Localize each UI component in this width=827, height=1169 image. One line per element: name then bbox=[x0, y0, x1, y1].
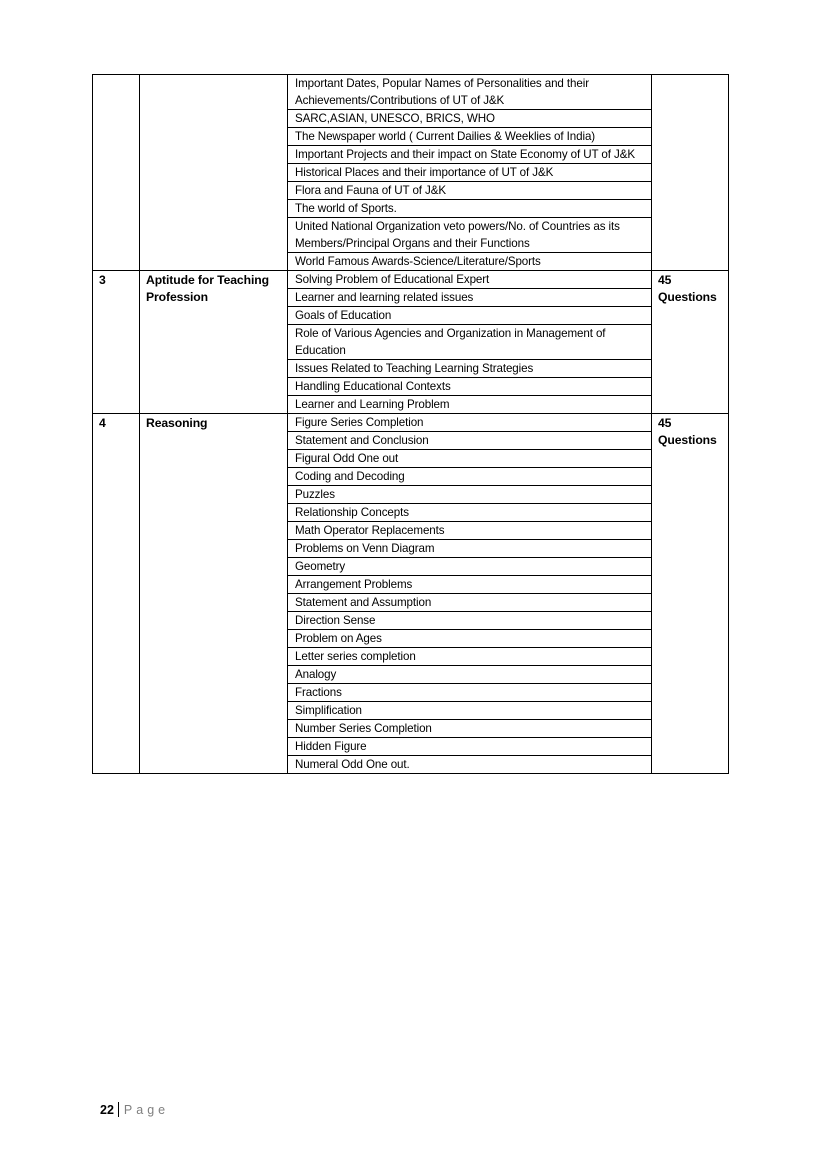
questions-cell bbox=[652, 75, 729, 271]
topic-item: Simplification bbox=[288, 702, 651, 720]
topic-item: United National Organization veto powers/No. of Countries as its Members/Principal Organs and their Functions bbox=[288, 218, 651, 253]
subject-cell bbox=[140, 271, 288, 414]
questions-cell bbox=[652, 414, 729, 774]
topic-item: Puzzles bbox=[288, 486, 651, 504]
topic-item: SARC,ASIAN, UNESCO, BRICS, WHO bbox=[288, 110, 651, 128]
subject-cell bbox=[140, 414, 288, 774]
topic-item: Important Dates, Popular Names of Personalities and their Achievements/Contributions of UT of J&K bbox=[288, 75, 651, 110]
topic-item: Hidden Figure bbox=[288, 738, 651, 756]
serial-number-cell bbox=[93, 414, 140, 774]
topic-item: Learner and Learning Problem bbox=[295, 398, 450, 411]
topic-item: The Newspaper world ( Current Dailies & Weeklies of India) bbox=[288, 128, 651, 146]
topic-item: Goals of Education bbox=[288, 307, 651, 325]
topic-item: Flora and Fauna of UT of J&K bbox=[288, 182, 651, 200]
serial-number: 3 bbox=[99, 273, 106, 287]
topic-item: Problem on Ages bbox=[288, 630, 651, 648]
topic-item: Letter series completion bbox=[288, 648, 651, 666]
topic-item: Relationship Concepts bbox=[288, 504, 651, 522]
topic-item: Statement and Assumption bbox=[288, 594, 651, 612]
footer-divider bbox=[118, 1102, 119, 1117]
topics-cell bbox=[288, 75, 652, 271]
topic-item: The world of Sports. bbox=[288, 200, 651, 218]
topic-item: Analogy bbox=[288, 666, 651, 684]
topic-item: Figure Series Completion bbox=[288, 414, 651, 432]
section-row bbox=[93, 414, 729, 774]
topic-item: Direction Sense bbox=[288, 612, 651, 630]
topic-item: Handling Educational Contexts bbox=[288, 378, 651, 396]
question-count: 45 Questions bbox=[658, 273, 717, 304]
topic-item: Solving Problem of Educational Expert bbox=[288, 271, 651, 289]
subject-name bbox=[140, 75, 287, 77]
serial-number-cell bbox=[93, 271, 140, 414]
topic-item: Numeral Odd One out. bbox=[295, 758, 410, 771]
topic-item: Issues Related to Teaching Learning Strategies bbox=[288, 360, 651, 378]
topic-item: World Famous Awards-Science/Literature/Sports bbox=[295, 255, 541, 268]
topic-list bbox=[288, 271, 651, 413]
subject-cell bbox=[140, 75, 288, 271]
section-row bbox=[93, 75, 729, 271]
page-number: 22 bbox=[100, 1102, 114, 1117]
serial-number: 4 bbox=[99, 416, 106, 430]
topic-item: Important Projects and their impact on State Economy of UT of J&K bbox=[288, 146, 651, 164]
topics-cell bbox=[288, 414, 652, 774]
topic-item: Learner and learning related issues bbox=[288, 289, 651, 307]
topic-item: Statement and Conclusion bbox=[288, 432, 651, 450]
question-count bbox=[652, 75, 728, 77]
topic-item: Coding and Decoding bbox=[288, 468, 651, 486]
topic-item: Figural Odd One out bbox=[288, 450, 651, 468]
topic-item: Problems on Venn Diagram bbox=[288, 540, 651, 558]
serial-number-cell bbox=[93, 75, 140, 271]
topics-cell bbox=[288, 271, 652, 414]
questions-cell bbox=[652, 271, 729, 414]
topic-item: Math Operator Replacements bbox=[288, 522, 651, 540]
serial-number bbox=[93, 75, 139, 77]
question-count: 45 Questions bbox=[658, 416, 717, 447]
page-label: Page bbox=[123, 1102, 170, 1117]
section-row bbox=[93, 271, 729, 414]
topic-item: Role of Various Agencies and Organization in Management of Education bbox=[288, 325, 651, 360]
topic-list bbox=[288, 75, 651, 270]
syllabus-table bbox=[92, 74, 729, 774]
page-footer bbox=[100, 1102, 169, 1117]
topic-item: Historical Places and their importance of UT of J&K bbox=[288, 164, 651, 182]
subject-name: Reasoning bbox=[146, 416, 208, 430]
topic-item: Geometry bbox=[288, 558, 651, 576]
topic-item: Arrangement Problems bbox=[288, 576, 651, 594]
subject-name: Aptitude for Teaching Profession bbox=[146, 273, 269, 304]
topic-list bbox=[288, 414, 651, 773]
topic-item: Fractions bbox=[288, 684, 651, 702]
topic-item: Number Series Completion bbox=[288, 720, 651, 738]
